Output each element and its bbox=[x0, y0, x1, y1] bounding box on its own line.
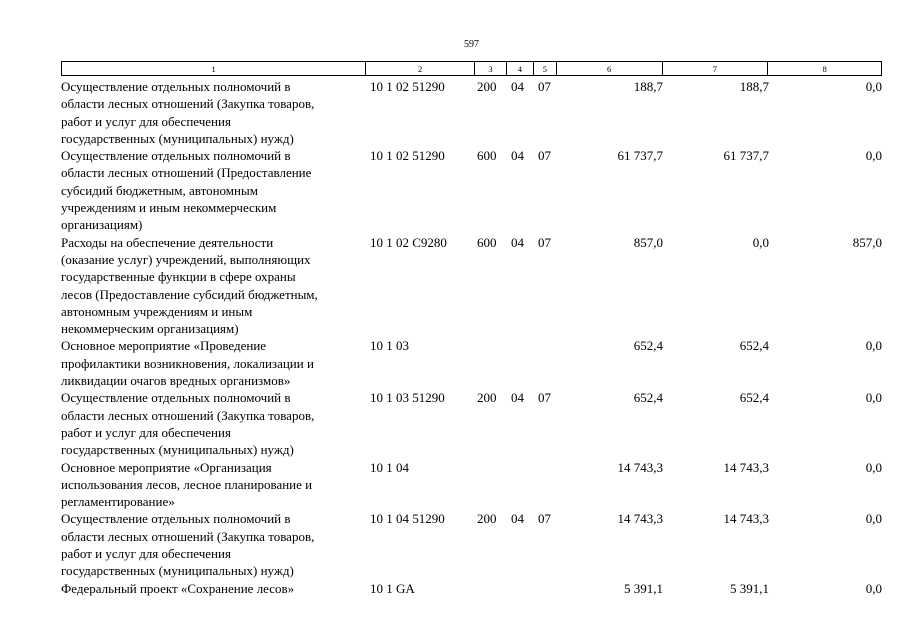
row-value-8: 0,0 bbox=[865, 511, 882, 527]
row-name bbox=[61, 337, 366, 389]
row-value-6: 14 743,3 bbox=[617, 459, 663, 475]
header-col-2: 2 bbox=[366, 62, 475, 75]
table-row bbox=[61, 389, 882, 458]
row-value-7: 0,0 bbox=[752, 234, 769, 250]
table-row bbox=[61, 78, 882, 147]
row-name bbox=[61, 389, 366, 458]
row-name-line: государственные функции в сфере охраны bbox=[61, 269, 296, 285]
row-vr: 200 bbox=[477, 390, 497, 406]
row-value-8: 0,0 bbox=[865, 459, 882, 475]
row-name-line: некоммерческим организациям) bbox=[61, 321, 239, 337]
table-header bbox=[61, 61, 882, 76]
row-name bbox=[61, 147, 366, 233]
row-name-line: Осуществление отдельных полномочий в bbox=[61, 511, 291, 527]
row-name-line: профилактики возникновения, локализации и bbox=[61, 355, 314, 371]
row-code: 10 1 04 51290 bbox=[370, 511, 445, 527]
table-row bbox=[61, 147, 882, 233]
row-value-7: 14 743,3 bbox=[723, 459, 769, 475]
row-name-line: государственных (муниципальных) нужд) bbox=[61, 130, 294, 146]
row-rz: 04 bbox=[511, 79, 524, 94]
row-name-line: использования лесов, лесное планирование и bbox=[61, 476, 313, 492]
row-pr bbox=[534, 337, 557, 389]
row-value-8: 0,0 bbox=[865, 338, 882, 354]
row-name-line: Осуществление отдельных полномочий в bbox=[61, 390, 291, 406]
row-value-7: 14 743,3 bbox=[723, 511, 769, 527]
page-number: 597 bbox=[464, 39, 479, 50]
row-name-line: Основное мероприятие «Проведение bbox=[61, 338, 267, 354]
row-name-line: области лесных отношений (Закупка товаров, bbox=[61, 407, 315, 423]
row-name bbox=[61, 78, 366, 147]
row-value-6: 188,7 bbox=[633, 79, 663, 94]
header-col-1: 1 bbox=[62, 62, 366, 75]
row-value-6: 857,0 bbox=[633, 234, 663, 250]
table-row bbox=[61, 580, 882, 597]
row-rz: 04 bbox=[511, 148, 524, 164]
row-value-7: 61 737,7 bbox=[723, 148, 769, 164]
row-name bbox=[61, 234, 366, 338]
row-value-8: 0,0 bbox=[865, 148, 882, 164]
row-pr bbox=[534, 459, 557, 511]
row-vr bbox=[475, 459, 507, 511]
row-rz bbox=[507, 337, 534, 389]
table-row bbox=[61, 234, 882, 338]
row-value-7: 652,4 bbox=[739, 338, 769, 354]
header-col-7: 7 bbox=[663, 62, 769, 75]
row-name-line: лесов (Предоставление субсидий бюджетным, bbox=[61, 286, 318, 302]
row-name-line: автономным учреждениям и иным bbox=[61, 303, 253, 319]
row-value-6: 61 737,7 bbox=[617, 148, 663, 164]
table-row bbox=[61, 459, 882, 511]
row-code: 10 1 03 bbox=[370, 338, 409, 354]
row-value-8: 0,0 bbox=[865, 580, 882, 596]
row-name-line: работ и услуг для обеспечения bbox=[61, 546, 231, 562]
row-value-6: 652,4 bbox=[633, 338, 663, 354]
row-name-line: работ и услуг для обеспечения bbox=[61, 113, 231, 129]
row-value-6: 5 391,1 bbox=[624, 580, 663, 596]
row-rz: 04 bbox=[511, 390, 524, 406]
row-vr bbox=[475, 337, 507, 389]
row-code: 10 1 02 С9280 bbox=[370, 234, 447, 250]
row-rz: 04 bbox=[511, 511, 524, 527]
table-body bbox=[61, 78, 882, 597]
row-value-7: 5 391,1 bbox=[730, 580, 769, 596]
row-pr bbox=[534, 580, 557, 597]
row-code: 10 1 02 51290 bbox=[370, 79, 445, 94]
header-col-5: 5 bbox=[534, 62, 557, 75]
row-vr bbox=[475, 580, 507, 597]
row-vr: 600 bbox=[477, 148, 497, 164]
row-name-line: государственных (муниципальных) нужд) bbox=[61, 442, 294, 458]
row-name-line: работ и услуг для обеспечения bbox=[61, 424, 231, 440]
row-code: 10 1 04 bbox=[370, 459, 409, 475]
row-value-8: 857,0 bbox=[852, 234, 882, 250]
row-name-line: учреждениям и иным некоммерческим bbox=[61, 200, 277, 216]
row-pr: 07 bbox=[538, 148, 551, 164]
header-col-6: 6 bbox=[557, 62, 663, 75]
row-code: 10 1 02 51290 bbox=[370, 148, 445, 164]
row-pr: 07 bbox=[538, 79, 551, 94]
row-value-6: 652,4 bbox=[633, 390, 663, 406]
row-name-line: ликвидации очагов вредных организмов» bbox=[61, 373, 291, 389]
row-name-line: области лесных отношений (Предоставление bbox=[61, 165, 312, 181]
row-vr: 200 bbox=[477, 511, 497, 527]
header-col-8: 8 bbox=[822, 63, 827, 74]
row-pr: 07 bbox=[538, 390, 551, 406]
row-name-line: Осуществление отдельных полномочий в bbox=[61, 79, 291, 94]
row-name bbox=[61, 459, 366, 511]
row-name-line: Федеральный проект «Сохранение лесов» bbox=[61, 580, 295, 596]
row-code: 10 1 03 51290 bbox=[370, 390, 445, 406]
row-name-line: Основное мероприятие «Организация bbox=[61, 459, 272, 475]
row-rz: 04 bbox=[511, 234, 524, 250]
row-value-8: 0,0 bbox=[865, 390, 882, 406]
row-value-6: 14 743,3 bbox=[617, 511, 663, 527]
row-vr: 600 bbox=[477, 234, 497, 250]
row-name-line: организациям) bbox=[61, 217, 143, 233]
row-name-line: области лесных отношений (Закупка товаров, bbox=[61, 96, 315, 112]
row-name-line: области лесных отношений (Закупка товаров, bbox=[61, 528, 315, 544]
row-name-line: регламентирование» bbox=[61, 494, 175, 510]
row-vr: 200 bbox=[477, 79, 497, 94]
row-name-line: Осуществление отдельных полномочий в bbox=[61, 148, 291, 164]
row-name bbox=[61, 510, 366, 579]
table-row bbox=[61, 337, 882, 389]
row-value-8: 0,0 bbox=[865, 79, 882, 94]
row-name-line: государственных (муниципальных) нужд) bbox=[61, 563, 294, 579]
table-row bbox=[61, 510, 882, 579]
header-col-4: 4 bbox=[507, 62, 534, 75]
row-pr: 07 bbox=[538, 234, 551, 250]
row-pr: 07 bbox=[538, 511, 551, 527]
row-value-7: 652,4 bbox=[739, 390, 769, 406]
row-name bbox=[61, 580, 366, 597]
row-rz bbox=[507, 459, 534, 511]
header-col-3: 3 bbox=[475, 62, 507, 75]
row-name-line: субсидий бюджетным, автономным bbox=[61, 182, 258, 198]
row-value-7: 188,7 bbox=[739, 79, 769, 94]
row-name-line: Расходы на обеспечение деятельности bbox=[61, 234, 274, 250]
row-name-line: (оказание услуг) учреждений, выполняющих bbox=[61, 251, 311, 267]
row-code: 10 1 GA bbox=[370, 580, 415, 596]
row-rz bbox=[507, 580, 534, 597]
